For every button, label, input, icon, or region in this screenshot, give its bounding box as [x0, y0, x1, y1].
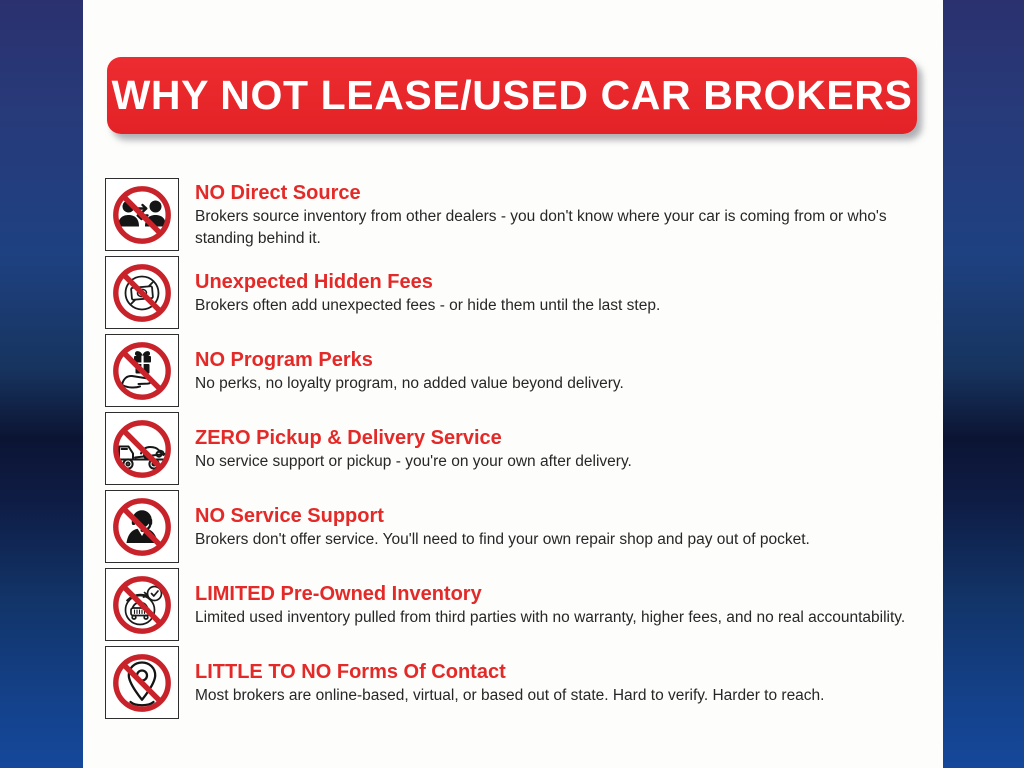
- right-gradient-band: [943, 0, 1024, 768]
- people-swap-prohibited-icon: [105, 178, 179, 251]
- item-heading: NO Service Support: [195, 504, 384, 527]
- item-heading: LIMITED Pre-Owned Inventory: [195, 582, 482, 605]
- headset-agent-prohibited-icon: [105, 490, 179, 563]
- list-item: [105, 412, 925, 485]
- item-heading: Unexpected Hidden Fees: [195, 270, 433, 293]
- title-banner: [107, 57, 917, 134]
- item-body: No perks, no loyalty program, no added value beyond delivery.: [195, 374, 624, 392]
- content-panel: [83, 0, 943, 768]
- certified-car-prohibited-icon: [105, 568, 179, 641]
- list-item: [105, 256, 925, 329]
- list-item: [105, 646, 925, 719]
- list-item: [105, 490, 925, 563]
- list-item: [105, 178, 925, 251]
- item-heading: NO Direct Source: [195, 182, 361, 204]
- item-list: [105, 178, 925, 724]
- item-body: No service support or pickup - you're on your own after delivery.: [195, 452, 632, 470]
- item-body: Most brokers are online-based, virtual, or based out of state. Hard to verify. Harder to reach.: [195, 686, 825, 704]
- page-title: WHY NOT LEASE/USED CAR BROKERS: [111, 72, 913, 118]
- list-item: [105, 568, 925, 641]
- gift-hand-prohibited-icon: [105, 334, 179, 407]
- item-heading: LITTLE TO NO Forms Of Contact: [195, 660, 506, 683]
- item-heading: NO Program Perks: [195, 348, 373, 371]
- list-item: [105, 334, 925, 407]
- location-pin-prohibited-icon: [105, 646, 179, 719]
- no-cash-prohibited-icon: [105, 256, 179, 329]
- item-body: Brokers don't offer service. You'll need to find your own repair shop and pay out of pocket.: [195, 530, 810, 548]
- tow-truck-prohibited-icon: [105, 412, 179, 485]
- item-body: Limited used inventory pulled from third parties with no warranty, higher fees, and no real accountability.: [195, 608, 906, 626]
- item-heading: ZERO Pickup & Delivery Service: [195, 426, 502, 449]
- left-gradient-band: [0, 0, 83, 768]
- item-body: Brokers often add unexpected fees - or hide them until the last step.: [195, 296, 661, 314]
- item-body: Brokers source inventory from other dealers - you don't know where your car is coming from or who's standing behind it.: [195, 208, 887, 247]
